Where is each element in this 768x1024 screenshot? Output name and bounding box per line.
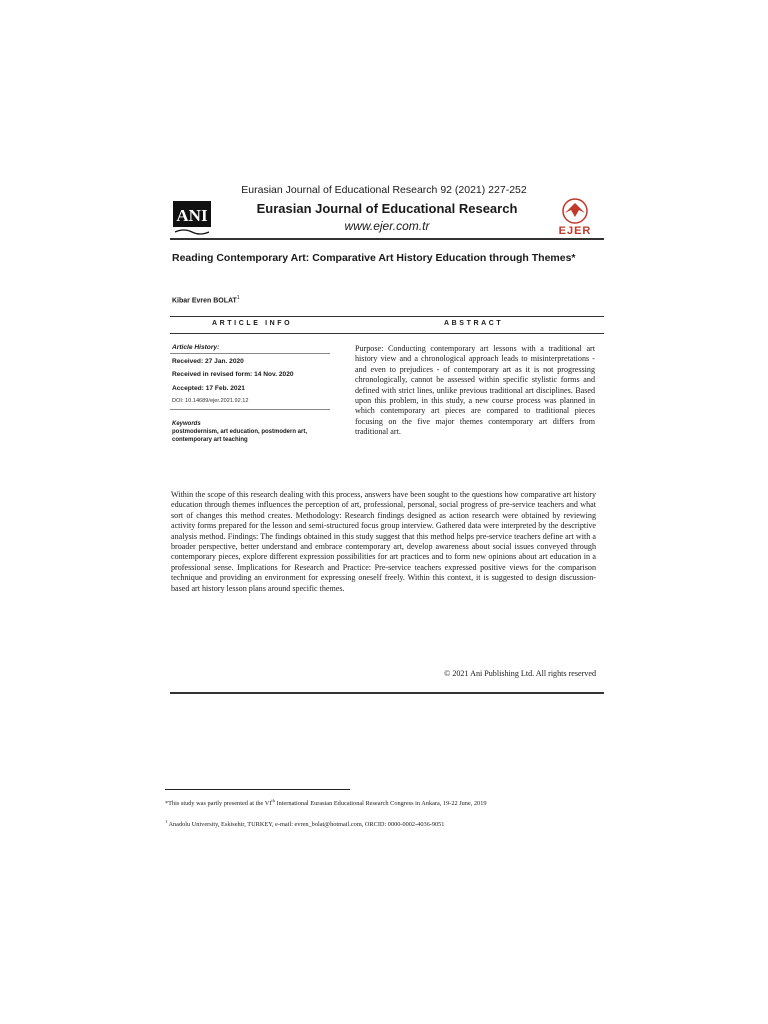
- accepted-date: Accepted: 17 Feb. 2021: [172, 385, 245, 392]
- revised-date: Received in revised form: 14 Nov. 2020: [172, 371, 294, 378]
- article-info-heading: ARTICLE INFO: [212, 320, 293, 327]
- abstract-heading: ABSTRACT: [444, 320, 504, 327]
- keywords-list: postmodernism, art education, postmodern art, contemporary art teaching: [172, 429, 308, 443]
- article-title: Reading Contemporary Art: Comparative Art History Education through Themes*: [172, 252, 576, 264]
- ani-logo-text: ANI: [176, 206, 208, 225]
- journal-citation-line: Eurasian Journal of Educational Research 92 (2021) 227-252: [241, 184, 527, 196]
- footnote-presentation: [165, 797, 605, 809]
- footnote-2-text: Anadolu University, Eskisehir, TURKEY, e-mail: evren_bolat@hotmail.com, ORCID: 0000-0002-4036-9051: [167, 821, 445, 829]
- author-affiliation-mark: 1: [236, 295, 240, 301]
- header-rule: [170, 238, 604, 240]
- doi[interactable]: DOI: 10.14689/ejer.2021.92.12: [172, 398, 249, 404]
- info-heading-rule: [170, 333, 604, 334]
- copyright-notice: © 2021 Ani Publishing Ltd. All rights reserved: [444, 669, 596, 678]
- footnote-1-text-a: *This study was partly presented at the VI: [165, 800, 272, 808]
- journal-url[interactable]: www.ejer.com.tr: [344, 219, 430, 233]
- author-name: Kibar Evren BOLAT: [172, 297, 237, 305]
- journal-banner: [170, 197, 604, 239]
- received-date: Received: 27 Jan. 2020: [172, 358, 244, 365]
- keywords-block: [172, 420, 332, 444]
- footnote-1-sup: th: [271, 798, 275, 803]
- abstract-bottom-rule: [170, 692, 604, 694]
- footnote-2-sup: 1: [165, 819, 168, 824]
- footnote-1-text-b: International Eurasian Educational Research Congress in Ankara, 19-22 June, 2019: [274, 800, 487, 808]
- author-line: [172, 295, 240, 304]
- abstract-purpose: Purpose: Conducting contemporary art lessons with a traditional art history view and a chronological approach leads to misinterpretations - and even to prejudices - of contemporary art as it is not progressing chronologically, cannot be assessed within specific stylistic forms and defined with strict lines, unlike previous traditional art disciplines. Based upon this problem, in this study, a new course process was planned in which contemporary art pieces are compared to traditional pieces focusing on the five major themes contemporary art differs from traditional art.: [355, 344, 595, 437]
- ejer-logo: [548, 197, 602, 237]
- keywords-label: Keywords: [172, 421, 201, 427]
- footnote-separator: [165, 789, 350, 790]
- journal-name: Eurasian Journal of Educational Research: [256, 201, 518, 216]
- history-rule: [170, 353, 330, 354]
- ejer-logo-text: EJER: [558, 225, 592, 237]
- article-history-label: Article History:: [172, 344, 220, 351]
- keywords-rule: [170, 409, 330, 410]
- info-top-rule: [170, 316, 604, 317]
- abstract-body: Within the scope of this research dealing with this process, answers have been sought to the questions how comparative art history education through themes influences the perception of art, professional, personal, social progress of pre-service teachers and what sort of changes this method creates. Methodology: Research findings designed as action research were obtained by reviewing activity forms prepared for the lesson and semi-structured focus group interview. Gathered data were interpreted by the descriptive analysis method. Findings: The findings obtained in this study suggest that this method helps pre-service teachers define art with a broader perspective, better understand and embrace contemporary art, develop awareness about social issues conveyed through contemporary pieces, explore different expression possibilities for art practices and to form new opinions about art education in a professional sense. Implications for Research and Practice: Pre-service teachers expressed positive views for the comparison technique and providing an environment for expressing oneself freely. Within this context, it is suggested to design discussion-based art history lesson plans around specific themes.: [171, 490, 596, 593]
- footnote-affiliation: [165, 818, 605, 830]
